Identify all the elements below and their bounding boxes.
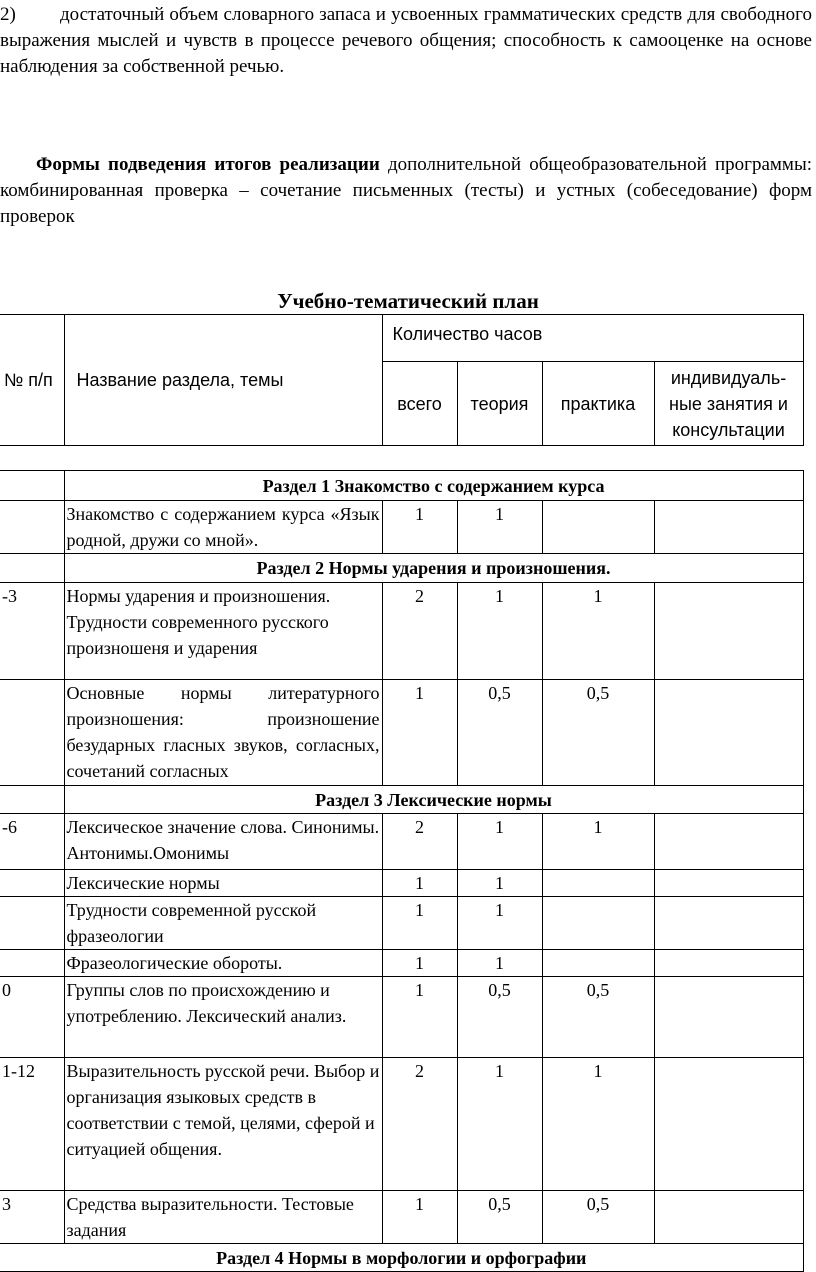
- row-total: 2: [382, 583, 457, 680]
- row-practice: 1: [542, 814, 654, 870]
- row-practice: [542, 501, 654, 554]
- header-num: № п/п: [0, 315, 64, 446]
- row-topic: Нормы ударения и произношения. Трудности современного русского произношеня и ударения: [64, 583, 382, 680]
- row-practice: 1: [542, 1058, 654, 1191]
- row-theory: 0,5: [457, 977, 542, 1058]
- row-practice: 0,5: [542, 1191, 654, 1244]
- table-row: [0, 501, 803, 554]
- row-topic: Трудности современной русской фразеологии: [64, 897, 382, 950]
- row-num: [0, 897, 64, 950]
- row-topic: Знакомство с содержанием курса «Язык родной, дружи со мной».: [64, 501, 382, 554]
- row-individual: [654, 897, 803, 950]
- row-individual: [654, 1191, 803, 1244]
- table-row: [0, 870, 803, 897]
- row-num: -6: [0, 814, 64, 870]
- row-practice: [542, 870, 654, 897]
- forms-paragraph: [0, 152, 812, 230]
- row-theory: 1: [457, 897, 542, 950]
- row-individual: [654, 680, 803, 786]
- row-total: 1: [382, 1191, 457, 1244]
- table-row: [0, 1191, 803, 1244]
- row-num: [0, 950, 64, 977]
- plan-title: Учебно-тематический план: [277, 289, 539, 313]
- row-theory: 1: [457, 814, 542, 870]
- row-individual: [654, 583, 803, 680]
- row-topic: Лексические нормы: [64, 870, 382, 897]
- row-practice: 0,5: [542, 680, 654, 786]
- section-row: [0, 1244, 803, 1272]
- row-theory: 1: [457, 1058, 542, 1191]
- row-individual: [654, 1058, 803, 1191]
- row-theory: 0,5: [457, 1191, 542, 1244]
- section-title: Раздел 2 Нормы ударения и произношения.: [64, 554, 803, 583]
- table-row: [0, 1058, 803, 1191]
- row-num: 0: [0, 977, 64, 1058]
- row-topic: Группы слов по происхождению и употреблению. Лексический анализ.: [64, 977, 382, 1058]
- row-total: 1: [382, 680, 457, 786]
- intro-item-number: 2): [0, 4, 16, 25]
- row-theory: 1: [457, 950, 542, 977]
- row-total: 1: [382, 897, 457, 950]
- row-total: 1: [382, 501, 457, 554]
- row-total: 2: [382, 814, 457, 870]
- row-theory: 0,5: [457, 680, 542, 786]
- table-row: [0, 814, 803, 870]
- section-row: [0, 554, 803, 583]
- row-total: 1: [382, 950, 457, 977]
- table-row: [0, 897, 803, 950]
- section-row: [0, 786, 803, 814]
- row-total: 2: [382, 1058, 457, 1191]
- row-topic: Выразительность русской речи. Выбор и организация языковых средств в соответствии с темой, целями, сферой и ситуацией общения.: [64, 1058, 382, 1191]
- section-row: [0, 471, 803, 501]
- row-individual: [654, 501, 803, 554]
- row-practice: [542, 950, 654, 977]
- row-theory: 1: [457, 501, 542, 554]
- table-row: [0, 680, 803, 786]
- row-practice: 0,5: [542, 977, 654, 1058]
- header-individual: индивидуаль- ные занятия и консультации: [654, 362, 803, 446]
- row-theory: 1: [457, 583, 542, 680]
- row-total: 1: [382, 977, 457, 1058]
- row-num: -3: [0, 583, 64, 680]
- row-topic: Основные нормы литературного произношения: произношение безударных гласных звуков, согласных, сочетаний согласных: [64, 680, 382, 786]
- table-row: [0, 977, 803, 1058]
- intro-paragraph: [0, 2, 812, 80]
- row-practice: 1: [542, 583, 654, 680]
- header-theory: теория: [457, 362, 542, 446]
- row-num: 3: [0, 1191, 64, 1244]
- row-total: 1: [382, 870, 457, 897]
- row-topic: Лексическое значение слова. Синонимы. Антонимы.Омонимы: [64, 814, 382, 870]
- row-individual: [654, 950, 803, 977]
- row-num: [0, 680, 64, 786]
- row-topic: Средства выразительности. Тестовые задания: [64, 1191, 382, 1244]
- row-num: [0, 870, 64, 897]
- row-individual: [654, 814, 803, 870]
- row-individual: [654, 870, 803, 897]
- table-row: [0, 950, 803, 977]
- row-num: 1-12: [0, 1058, 64, 1191]
- row-practice: [542, 897, 654, 950]
- header-name: Название раздела, темы: [64, 315, 382, 446]
- table-row: [0, 583, 803, 680]
- plan-table: [0, 470, 804, 1272]
- intro-item-text: достаточный объем словарного запаса и усвоенных грамматических средств для свободного выражения мыслей и чувств в процессе речевого общения; способность к самооценке на основе наблюдения за собственной речью.: [0, 4, 812, 77]
- row-num: [0, 501, 64, 554]
- header-total: всего: [382, 362, 457, 446]
- section-title: Раздел 1 Знакомство с содержанием курса: [64, 471, 803, 501]
- row-individual: [654, 977, 803, 1058]
- header-hours: Количество часов: [382, 315, 803, 362]
- forms-bold-lead: Формы подведения итогов реализации: [36, 154, 380, 175]
- header-table: [0, 314, 804, 446]
- row-topic: Фразеологические обороты.: [64, 950, 382, 977]
- row-theory: 1: [457, 870, 542, 897]
- header-practice: практика: [542, 362, 654, 446]
- forms-text: дополнительной общеобразовательной программы: комбинированная проверка – сочетание письменных (тесты) и устных (собеседование) форм проверок: [0, 154, 812, 227]
- section-title: Раздел 4 Нормы в морфологии и орфографии: [0, 1244, 803, 1272]
- section-title: Раздел 3 Лексические нормы: [64, 786, 803, 814]
